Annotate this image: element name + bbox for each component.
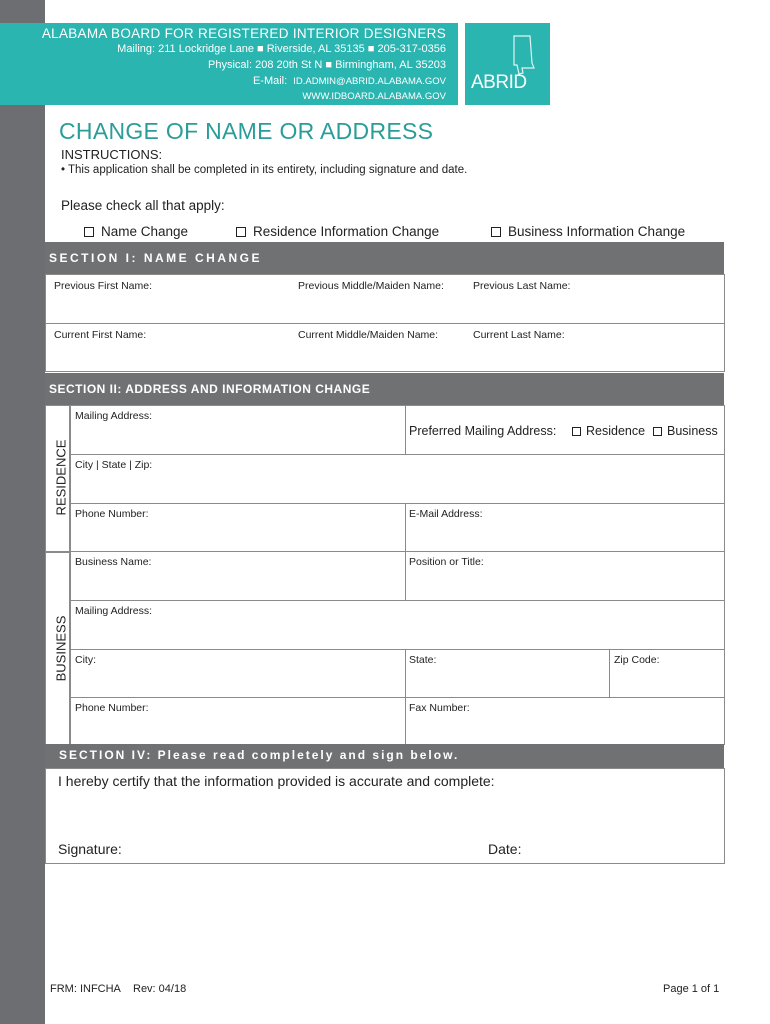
option-residence-change[interactable] [236, 224, 439, 239]
section4-title: SECTION IV: Please read completely and sign below. [59, 748, 460, 762]
mailing-address-line: Mailing: 211 Lockridge Lane ■ Riverside, AL 35135 ■ 205-317-0356 [117, 43, 446, 55]
business-mailing-address-label: Mailing Address: [75, 605, 153, 617]
preferred-mailing-label: Preferred Mailing Address: [409, 424, 557, 438]
current-middle-name-field[interactable]: Current Middle/Maiden Name: [298, 329, 439, 341]
instructions-heading: INSTRUCTIONS: [61, 147, 163, 162]
business-name-label: Business Name: [75, 556, 152, 568]
city-state-zip-cell[interactable] [70, 454, 725, 504]
option-name-change[interactable] [84, 224, 188, 239]
form-title: CHANGE OF NAME OR ADDRESS [59, 118, 434, 144]
preferred-business-label: Business [667, 424, 718, 438]
checkbox[interactable] [491, 227, 501, 237]
checkbox[interactable] [572, 427, 581, 436]
business-mailing-address-cell[interactable] [70, 600, 725, 650]
section2-title: SECTION II: ADDRESS AND INFORMATION CHANGE [49, 382, 371, 396]
previous-last-name-field[interactable]: Previous Last Name: [473, 280, 571, 292]
residence-label: RESIDENCE [53, 439, 69, 516]
website-line: WWW.IDBOARD.ALABAMA.GOV [302, 91, 446, 102]
option-label: Residence Information Change [253, 224, 440, 239]
logo-text: ABRID [471, 72, 527, 93]
section2-header [45, 373, 724, 405]
residence-mailing-address-label: Mailing Address: [75, 410, 153, 422]
instructions-text: • This application shall be completed in its entirety, including signature and date. [61, 164, 468, 176]
abrid-logo [465, 23, 550, 105]
checkbox[interactable] [84, 227, 94, 237]
form-revision: Rev: 04/18 [133, 983, 187, 995]
business-phone-label: Phone Number: [75, 702, 149, 714]
option-business-change[interactable] [491, 224, 685, 239]
email-address-label: E-Mail Address: [409, 508, 483, 520]
city-state-zip-label: City | State | Zip: [75, 459, 153, 471]
check-prompt: Please check all that apply: [61, 198, 225, 213]
left-margin-bar [0, 0, 45, 1024]
business-city-cell[interactable] [70, 649, 406, 698]
certification-statement: I hereby certify that the information provided is accurate and complete: [58, 773, 495, 789]
page-number: Page 1 of 1 [663, 983, 720, 995]
option-label: Name Change [101, 224, 189, 239]
section1-header [45, 242, 724, 274]
previous-middle-name-field[interactable]: Previous Middle/Maiden Name: [298, 280, 444, 292]
preferred-residence-option[interactable] [572, 424, 645, 438]
business-zip-label: Zip Code: [614, 654, 660, 666]
alabama-state-icon [512, 35, 536, 75]
organization-name: ALABAMA BOARD FOR REGISTERED INTERIOR DESIGNERS [41, 26, 446, 41]
checkbox[interactable] [653, 427, 662, 436]
header-banner [0, 23, 458, 105]
signature-field[interactable]: Signature: [58, 841, 122, 857]
preferred-business-option[interactable] [653, 424, 718, 438]
option-label: Business Information Change [508, 224, 686, 239]
checkbox[interactable] [236, 227, 246, 237]
current-first-name-field[interactable]: Current First Name: [54, 329, 147, 341]
position-title-label: Position or Title: [409, 556, 484, 568]
business-city-label: City: [75, 654, 96, 666]
current-last-name-field[interactable]: Current Last Name: [473, 329, 565, 341]
business-state-label: State: [409, 654, 437, 666]
residence-phone-label: Phone Number: [75, 508, 149, 520]
email-address: ID.ADMIN@ABRID.ALABAMA.GOV [293, 76, 446, 87]
fax-number-label: Fax Number: [409, 702, 470, 714]
physical-address-line: Physical: 208 20th St N ■ Birmingham, AL 35203 [208, 59, 446, 71]
email-label: E-Mail: [252, 75, 288, 87]
email-line [253, 75, 446, 87]
date-field[interactable]: Date: [488, 841, 522, 857]
section4-header [45, 744, 724, 768]
form-id: FRM: INFCHA [50, 983, 121, 995]
section1-title: SECTION I: NAME CHANGE [49, 251, 263, 265]
previous-first-name-field[interactable]: Previous First Name: [54, 280, 153, 292]
preferred-residence-label: Residence [586, 424, 646, 438]
business-label: BUSINESS [53, 615, 69, 682]
